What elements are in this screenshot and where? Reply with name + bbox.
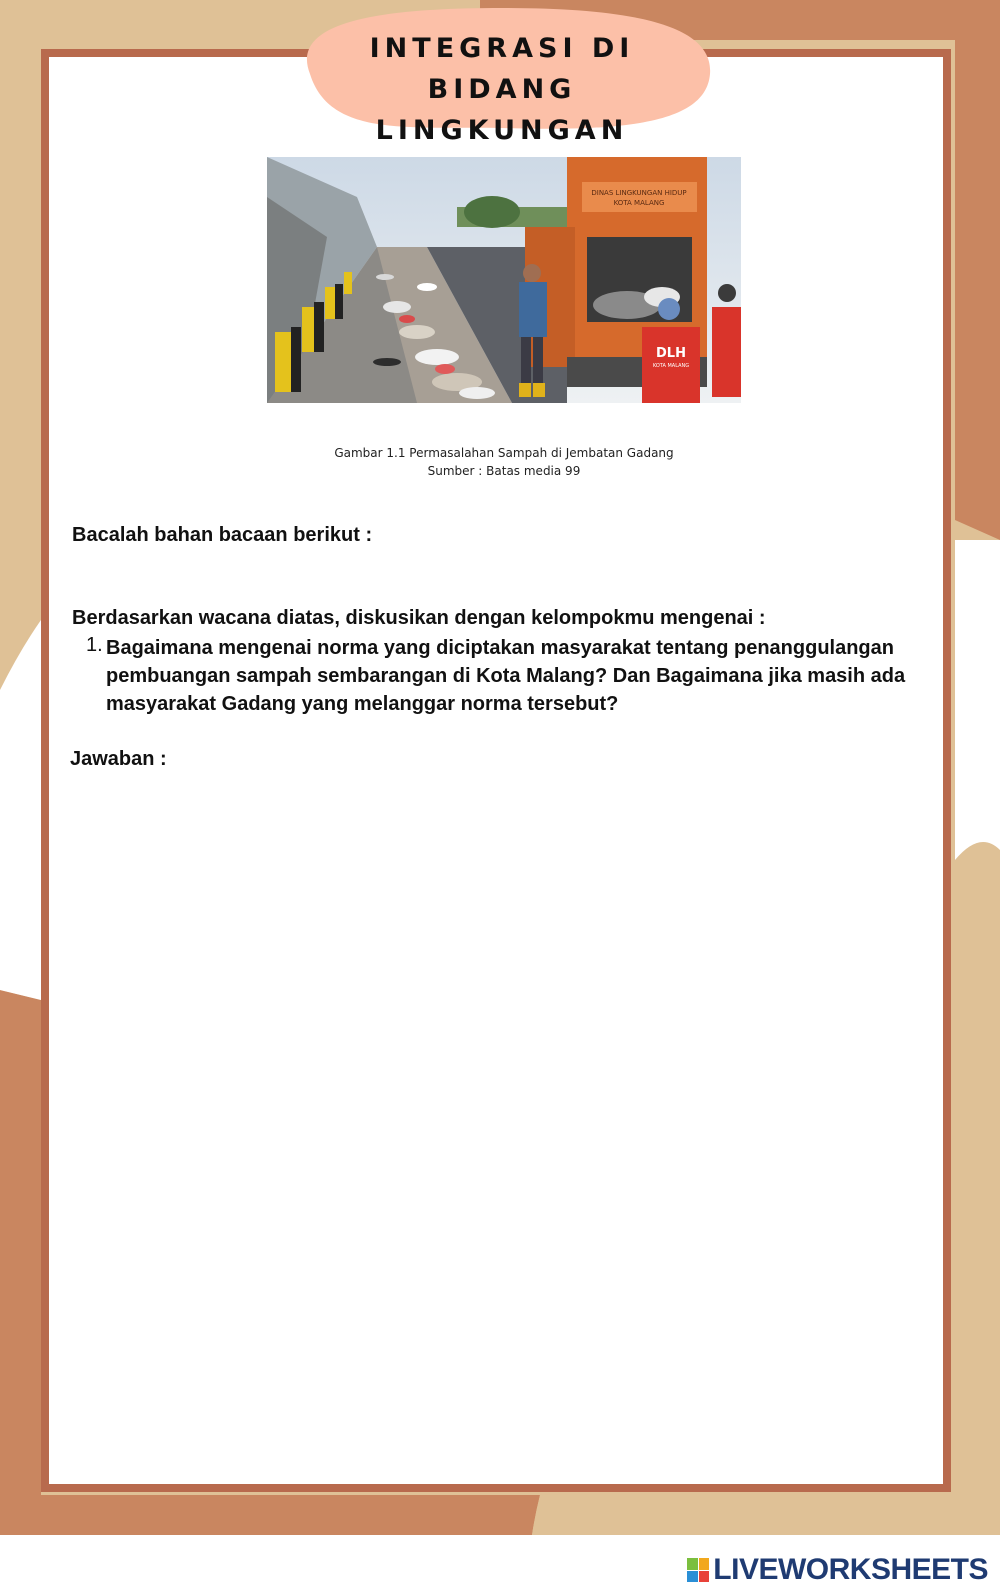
title-line-2: LINGKUNGAN xyxy=(375,115,629,146)
figure-caption: Gambar 1.1 Permasalahan Sampah di Jembatan Gadang xyxy=(334,446,674,460)
question-number: 1. xyxy=(86,634,103,656)
vest-sub-label: KOTA MALANG xyxy=(652,363,690,369)
liveworksheets-logo[interactable] xyxy=(687,1552,988,1588)
title-line-1: INTEGRASI DI BIDANG xyxy=(369,33,635,105)
question-text: Bagaimana mengenai norma yang diciptakan masyarakat tentang penanggulangan pembuangan sampah sembarangan di Kota Malang? Dan Bagaimana jika masih ada masyarakat Gadang yang melanggar norma tersebut? xyxy=(106,637,906,715)
truck-sign-text: DINAS LINGKUNGAN HIDUP xyxy=(591,189,687,197)
read-prompt: Bacalah bahan bacaan berikut : xyxy=(72,524,373,546)
truck-city-text: KOTA MALANG xyxy=(613,199,665,207)
logo-text: LIVEWORKSHEETS xyxy=(713,1553,988,1586)
liveworksheets-logo-icon xyxy=(687,1558,709,1582)
discussion-prompt: Berdasarkan wacana diatas, diskusikan dengan kelompokmu mengenai : xyxy=(72,607,766,629)
vest-label: DLH xyxy=(656,346,686,361)
figure-source: Sumber : Batas media 99 xyxy=(427,464,581,478)
page-title xyxy=(290,28,714,151)
answer-label: Jawaban : xyxy=(70,748,167,770)
garbage-bridge-photo xyxy=(267,157,741,403)
